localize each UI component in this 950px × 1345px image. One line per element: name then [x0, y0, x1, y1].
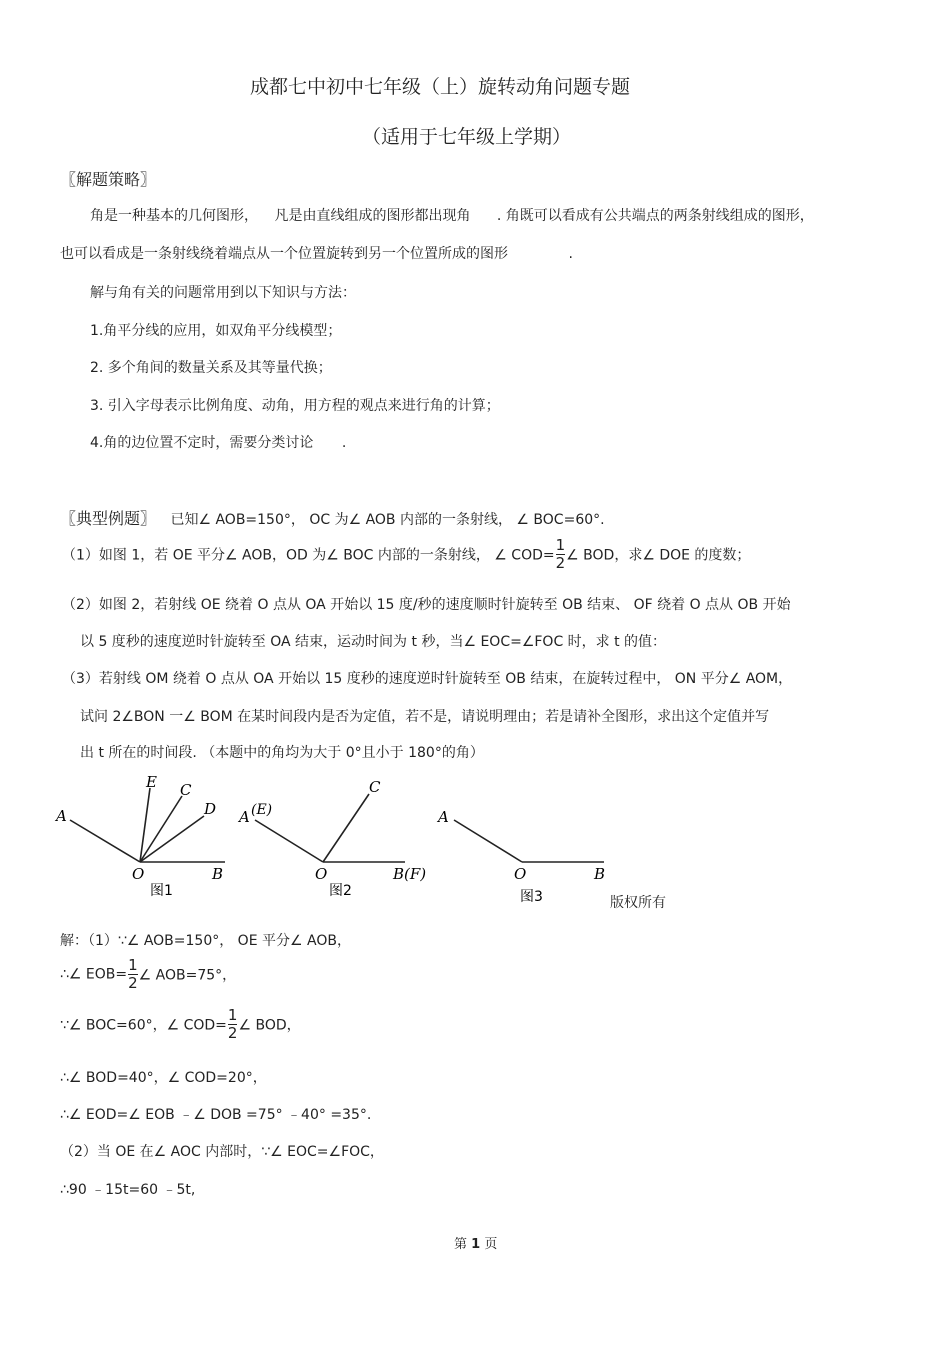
- solution-line-2-part-b: ∠ AOB=75°，: [138, 967, 237, 984]
- footer-suffix: 页: [480, 1237, 498, 1252]
- solution-line-2: [60, 958, 236, 991]
- label-B: B: [594, 865, 606, 883]
- strategy-item-4: [90, 432, 346, 452]
- solution-line-1: 解：（1）∵∠ AOB=150°， OE 平分∠ AOB，: [60, 933, 351, 949]
- solution-line-6: （2）当 OE 在∠ AOC 内部时，∵∠ EOC=∠FOC，: [60, 1144, 384, 1160]
- fraction-half: [556, 538, 566, 571]
- example-header: [60, 506, 605, 529]
- page-footer: [454, 1233, 497, 1252]
- label-B-F: B(F): [393, 865, 427, 883]
- fraction-denominator: 2: [128, 974, 138, 992]
- ray-OA-OE: [255, 820, 323, 862]
- copyright-notice: 版权所有: [610, 895, 666, 911]
- strategy-p2-dot: .: [568, 246, 573, 262]
- strategy-paragraph-1: [90, 205, 814, 225]
- label-D: D: [204, 800, 217, 818]
- fraction-denominator: 2: [555, 554, 566, 572]
- question-2-line-1: （2）如图 2，若射线 OE 绕着 O 点从 OA 开始以 15 度/秒的速度顺时针旋转至 OB 结束、 OF 绕着 O 点从 OB 开始: [62, 597, 791, 613]
- label-E: (E): [251, 802, 273, 818]
- solution-line-3-part-b: ∠ BOD，: [238, 1017, 301, 1034]
- solution-line-2-part-a: ∴∠ EOB=: [60, 966, 128, 983]
- footer-prefix: 第: [454, 1237, 472, 1252]
- question-1-part-b: ∠ BOD，求∠ DOE 的度数；: [566, 547, 751, 564]
- strategy-p2-text: 也可以看成是一条射线绕着端点从一个位置旋转到另一个位置所成的图形: [60, 246, 508, 262]
- strategy-p1-part-b: 凡是由直线组成的图形都出现角: [274, 208, 471, 224]
- page-subtitle: （适用于七年级上学期）: [362, 126, 572, 148]
- solution-line-7: ∴90 ﹣15t=60 ﹣5t,: [60, 1182, 196, 1198]
- strategy-heading: 〖解题策略〗: [60, 170, 157, 189]
- strategy-item-4-text: 4.角的边位置不定时，需要分类讨论: [90, 435, 314, 451]
- strategy-paragraph-2: [60, 243, 573, 263]
- label-A: A: [56, 807, 67, 825]
- figure-3-caption: 图3: [520, 889, 543, 905]
- label-C: C: [180, 781, 192, 799]
- fraction-numerator: 1: [555, 536, 566, 554]
- strategy-p1-part-c: . 角既可以看成有公共端点的两条射线组成的图形，: [496, 208, 814, 224]
- question-3-line-2: 试问 2∠BON 一∠ BOM 在某时间段内是否为定值，若不是，请说明理由；若是请补全图形，求出这个定值并写: [80, 709, 770, 725]
- strategy-item-2: 2. 多个角间的数量关系及其等量代换；: [90, 360, 332, 376]
- solution-line-3-part-a: ∵∠ BOC=60°，∠ COD=: [60, 1017, 227, 1034]
- ray-OA: [454, 820, 522, 862]
- fraction-numerator: 1: [128, 956, 138, 974]
- figure-2: [235, 770, 430, 905]
- label-O: O: [315, 865, 328, 883]
- label-E: E: [146, 773, 157, 791]
- figure-1: [50, 770, 235, 905]
- question-1: [62, 538, 750, 571]
- question-3-line-1: （3）若射线 OM 绕着 O 点从 OA 开始以 15 度秒的速度逆时针旋转至 OB 结束，在旋转过程中， ON 平分∠ AOM，: [62, 671, 793, 687]
- label-B: B: [212, 865, 224, 883]
- strategy-p1-part-a: 角是一种基本的几何图形，: [90, 208, 258, 224]
- ray-OE: [140, 788, 150, 862]
- label-A: A: [438, 808, 449, 826]
- example-heading: 〖典型例题〗: [60, 509, 157, 528]
- label-O: O: [132, 865, 145, 883]
- fraction-denominator: 2: [227, 1024, 238, 1042]
- strategy-intro: 解与角有关的问题常用到以下知识与方法：: [90, 285, 356, 301]
- ray-OC: [140, 796, 182, 862]
- question-1-part-a: （1）如图 1，若 OE 平分∠ AOB，OD 为∠ BOC 内部的一条射线， ∠ COD=: [62, 547, 555, 564]
- fraction-numerator: 1: [227, 1006, 238, 1024]
- figure-3: [430, 770, 615, 905]
- page-number: 1: [471, 1237, 481, 1252]
- ray-OC: [323, 794, 369, 862]
- strategy-item-4-dot: .: [341, 435, 347, 451]
- fraction-half: [128, 958, 138, 991]
- figure-1-caption: 图1: [150, 883, 173, 899]
- fraction-half: [228, 1008, 238, 1041]
- label-C: C: [369, 778, 381, 796]
- strategy-item-3: 3. 引入字母表示比例角度、动角，用方程的观点来进行角的计算；: [90, 398, 500, 414]
- label-O: O: [514, 865, 527, 883]
- ray-OA: [70, 820, 140, 862]
- strategy-item-1: 1.角平分线的应用，如双角平分线模型；: [90, 323, 342, 339]
- label-A: A: [239, 808, 250, 826]
- solution-line-4: ∴∠ BOD=40°，∠ COD=20°，: [60, 1070, 267, 1086]
- example-given: 已知∠ AOB=150°， OC 为∠ AOB 内部的一条射线， ∠ BOC=60°.: [170, 512, 605, 528]
- question-2-line-2: 以 5 度秒的速度逆时针旋转至 OA 结束，运动时间为 t 秒，当∠ EOC=∠FOC 时，求 t 的值：: [80, 634, 667, 650]
- solution-line-5: ∴∠ EOD=∠ EOB ﹣∠ DOB =75° ﹣40° =35°.: [60, 1107, 372, 1123]
- question-3-line-3: 出 t 所在的时间段. （本题中的角均为大于 0°且小于 180°的角）: [80, 745, 484, 761]
- figure-2-caption: 图2: [329, 883, 352, 899]
- solution-line-3: [60, 1008, 301, 1041]
- page-title: 成都七中初中七年级（上）旋转动角问题专题: [250, 76, 631, 98]
- ray-OD: [140, 816, 204, 862]
